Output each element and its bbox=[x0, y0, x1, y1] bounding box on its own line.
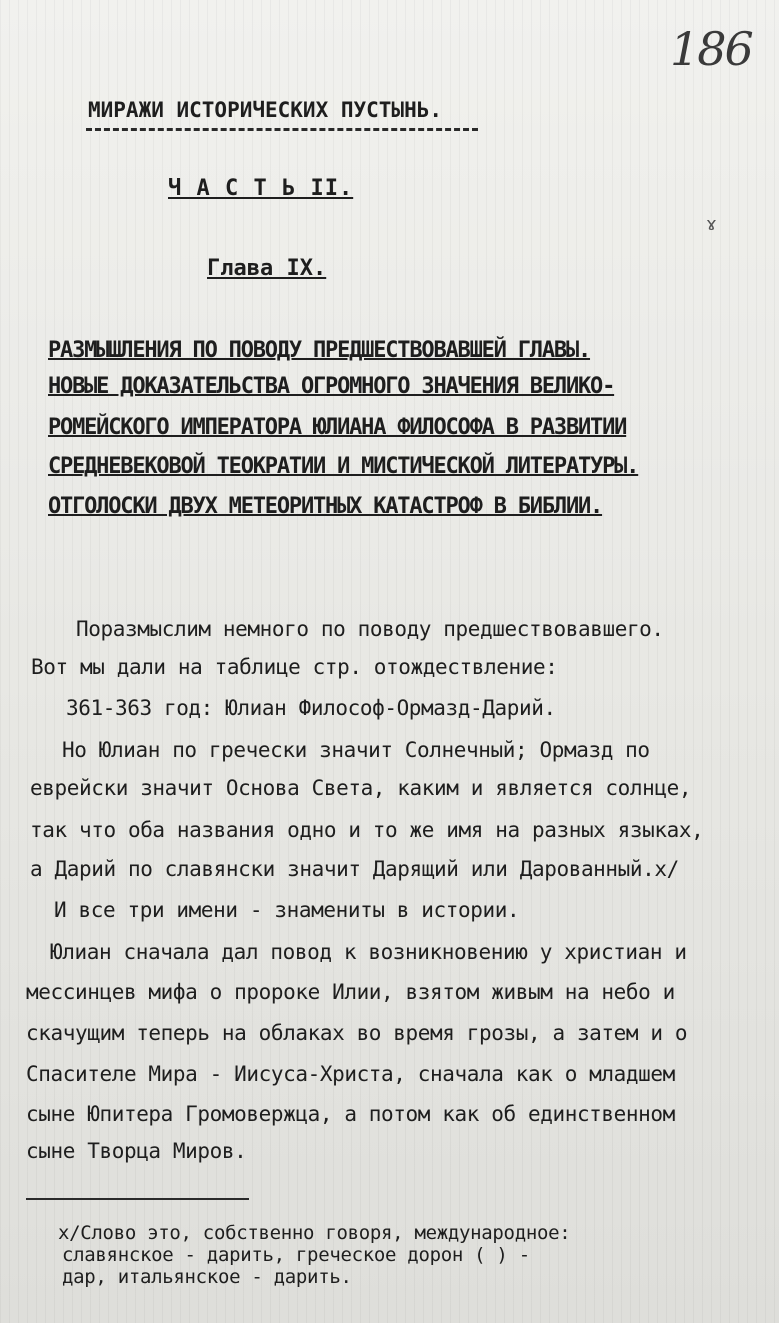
chapter-heading-line: СРЕДНЕВЕКОВОЙ ТЕОКРАТИИ И МИСТИЧЕСКОЙ ЛИТЕРАТУРЫ. bbox=[48, 454, 639, 479]
body-line: Но Юлиан по гречески значит Солнечный; Ормазд по bbox=[62, 738, 650, 762]
body-line: сыне Юпитера Громовержца, а потом как об единственном bbox=[26, 1102, 675, 1126]
title-underline bbox=[86, 128, 478, 131]
body-line: а Дарий по славянски значит Дарящий или Дарованный.x/ bbox=[30, 857, 679, 881]
page-number: 186 bbox=[670, 22, 752, 76]
ink-smudge: ɤ bbox=[706, 214, 717, 235]
footnote-line: x/Слово это, собственно говоря, международное: bbox=[58, 1222, 571, 1244]
body-line: И все три имени - знамениты в истории. bbox=[54, 898, 520, 922]
body-line: Вот мы дали на таблице стр. отождествление: bbox=[31, 655, 558, 679]
body-line: Спасителе Мира - Иисуса-Христа, сначала как о младшем bbox=[26, 1062, 675, 1086]
chapter-heading-line: ОТГОЛОСКИ ДВУХ МЕТЕОРИТНЫХ КАТАСТРОФ В БИБЛИИ. bbox=[48, 494, 603, 519]
footnote-separator bbox=[26, 1198, 249, 1200]
body-line: так что оба названия одно и то же имя на разных языках, bbox=[30, 818, 704, 842]
body-line: еврейски значит Основа Света, каким и является солнце, bbox=[30, 776, 692, 800]
document-title: МИРАЖИ ИСТОРИЧЕСКИХ ПУСТЫНЬ. bbox=[88, 98, 443, 122]
chapter-heading-line: РАЗМЫШЛЕНИЯ ПО ПОВОДУ ПРЕДШЕСТВОВАВШЕЙ ГЛАВЫ. bbox=[48, 338, 591, 363]
chapter-heading-line: НОВЫЕ ДОКАЗАТЕЛЬСТВА ОГРОМНОГО ЗНАЧЕНИЯ ВЕЛИКО- bbox=[48, 374, 615, 399]
body-line: сыне Творца Миров. bbox=[26, 1139, 247, 1163]
body-line: мессинцев мифа о пророке Илии, взятом живым на небо и bbox=[26, 980, 675, 1004]
chapter-label: Глава IX. bbox=[207, 256, 327, 281]
body-line: скачущим теперь на облаках во время грозы, а затем и о bbox=[26, 1021, 688, 1045]
footnote-line: дар, итальянское - дарить. bbox=[62, 1266, 352, 1288]
body-line: Юлиан сначала дал повод к возникновению у христиан и bbox=[50, 940, 687, 964]
body-line: 361-363 год: Юлиан Философ-Ормазд-Дарий. bbox=[66, 696, 556, 720]
chapter-heading-line: РОМЕЙСКОГО ИМПЕРАТОРА ЮЛИАНА ФИЛОСОФА В РАЗВИТИИ bbox=[48, 415, 627, 440]
part-label: Ч А С Т Ь II. bbox=[168, 176, 354, 201]
footnote-line: славянское - дарить, греческое дорон ( ) - bbox=[62, 1244, 530, 1266]
body-line: Поразмыслим немного по поводу предшествовавшего. bbox=[76, 617, 664, 641]
